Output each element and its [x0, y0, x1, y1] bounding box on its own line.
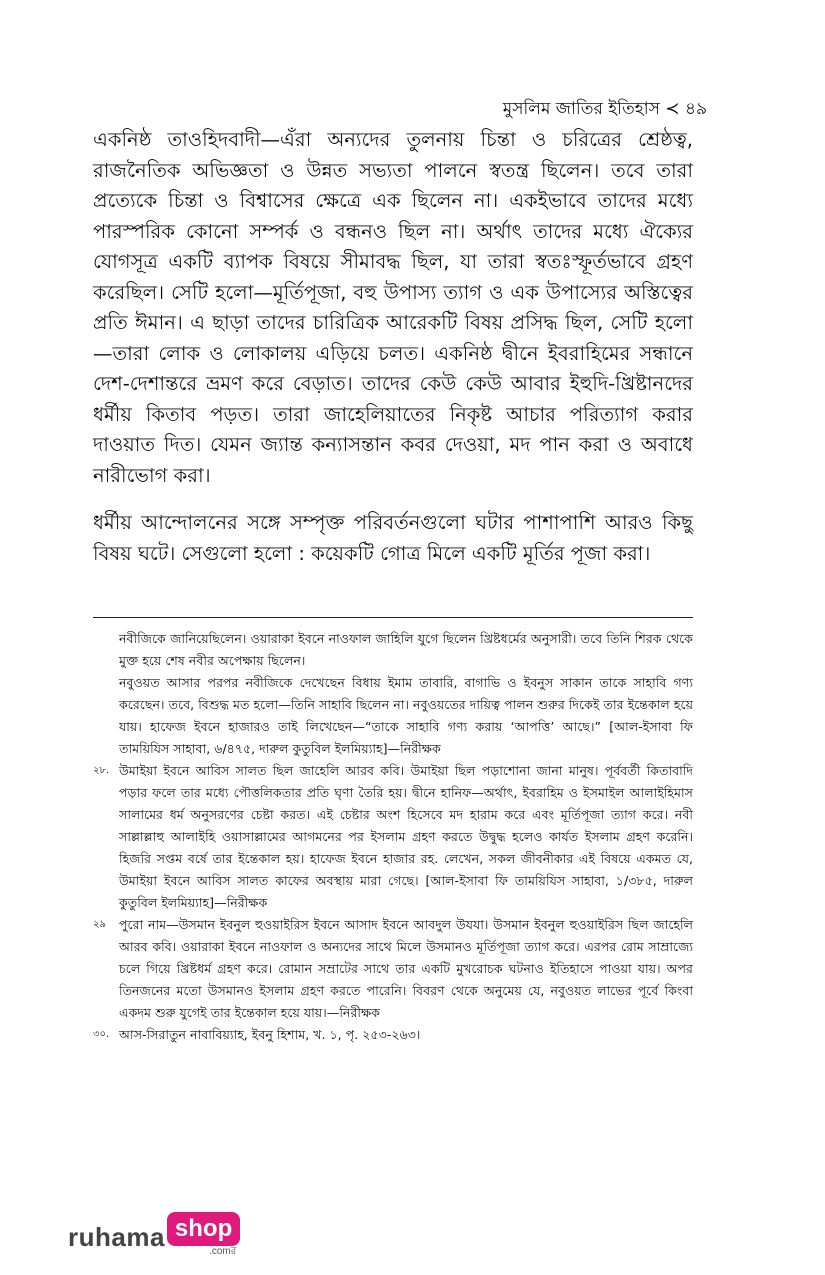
main-text: [93, 125, 693, 586]
footnote-continuation-2: নবুওয়ত আসার পরপর নবীজিকে দেখেছেন বিধায় ইমাম তাবারি, বাগাভি ও ইবনুস সাকান তাকে সাহাবি গণ্য করেছেন। তবে, বিশুদ্ধ মত হলো—তিনি সাহাবি ছিলেন না। নবুওয়তের দায়িত্ব পালন শুরুর দিকেই তার ইন্তেকাল হয়ে যায়। হাফেজ ইবনে হাজারও তাই লিখেছেন—“তাকে সাহাবি গণ্য করায় ‘আপত্তি’ আছে।” [আল-ইসাবা ফি তাময়িযিস সাহাবা, ৬/৪৭৫, দারুল কুতুবিল ইলমিয়্যাহ]—নিরীক্ষক: [119, 675, 693, 756]
footnote-continuation-1: নবীজিকে জানিয়েছিলেন। ওয়ারাকা ইবনে নাওফাল জাহিলি যুগে ছিলেন খ্রিষ্টধর্মের অনুসারী। তবে তিনি শিরক থেকে মুক্ত হয়ে শেষ নবীর অপেক্ষায় ছিলেন।: [119, 631, 693, 668]
footnote-30-text: আস-সিরাতুন নাবাবিয়্যাহ, ইবনু হিশাম, খ. ১, পৃ. ২৫৩-২৬৩।: [119, 1027, 421, 1042]
footnote-29-text: পুরো নাম—উসমান ইবনুল হুওয়াইরিস ইবনে আসাদ ইবনে আবদুল উযযা। উসমান ইবনুল হুওয়াইরিস ছিল জাহেলি আরব কবি। ওয়ারাকা ইবনে নাওফাল ও অন্যদের সাথে মিলে উসমানও মূর্তিপূজা ত্যাগ করে। এরপর রোম সাম্রাজ্যে চলে গিয়ে খ্রিষ্টধর্ম গ্রহণ করে। রোমান সম্রাটের সাথে তার একটি মুখরোচক ঘটনাও ইতিহাসে পাওয়া যায়। অপর তিনজনের মতো উসমানও ইসলাম গ্রহণ করতে পারেনি। বিবরণ থেকে অনুমেয় যে, নবুওয়ত লাভের পূর্বে কিংবা একদম শুরু যুগেই তার ইন্তেকাল হয়ে যায়।—নিরীক্ষক: [119, 917, 693, 1020]
logo-shop-text: shop: [174, 1215, 233, 1242]
logo-domain-suffix: .comর: [209, 1246, 237, 1257]
footnote-28-number: ২৮.: [93, 765, 110, 776]
footnote-28-text: উমাইয়া ইবনে আবিস সালত ছিল জাহেলি আরব কবি। উমাইয়া ছিল পড়াশোনা জানা মানুষ। পূর্ববর্তী কিতাবাদি পড়ার ফলে তার মধ্যে পৌত্তলিকতার প্রতি ঘৃণা তৈরি হয়। দ্বীনে হানিফ—অর্থাৎ, ইবরাহিম ও ইসমাইল আলাইহিমাস সালামের ধর্ম অনুসরণের চেষ্টা করত। এই চেষ্টার অংশ হিসেবে মদ হারাম করে এবং মূর্তিপূজা ত্যাগ করে। নবী সাল্লাল্লাহু আলাইহি ওয়াসাল্লামের আগমনের পর ইসলাম গ্রহণ করতে উদ্বুদ্ধ হলেও কার্যত ইসলাম গ্রহণ করেনি। হিজরি সপ্তম বর্ষে তার ইন্তেকাল হয়। হাফেজ ইবনে হাজার রহ. লেখেন, সকল জীবনীকার এই বিষয়ে একমত যে, উমাইয়া ইবনে আবিস সালত কাফের অবস্থায় মারা গেছে। [আল-ইসাবা ফি তাময়িযিস সাহাবা, ১/৩৮৫, দারুল কুতুবিল ইলমিয়্যাহ]—নিরীক্ষক: [119, 763, 693, 910]
logo-wordmark: ruhama: [68, 1222, 165, 1252]
header-title: মুসলিম জাতির ইতিহাস: [502, 99, 660, 119]
header-arrow-icon: ≺: [665, 99, 680, 119]
footnote-29-number: ২৯: [93, 919, 106, 930]
footnotes: [93, 628, 693, 1046]
paragraph-2: ধর্মীয় আন্দোলনের সঙ্গে সম্পৃক্ত পরিবর্তনগুলো ঘটার পাশাপাশি আরও কিছু বিষয় ঘটে। সেগুলো হলো : কয়েকটি গোত্র মিলে একটি মূর্তির পূজা করা।: [93, 511, 693, 565]
footnote-divider: [93, 617, 693, 618]
ruhamashop-logo: [68, 1208, 240, 1257]
page-number: ৪৯: [684, 99, 707, 119]
paragraph-1: একনিষ্ঠ তাওহিদবাদী—এঁরা অন্যদের তুলনায় চিন্তা ও চরিত্রের শ্রেষ্ঠত্ব, রাজনৈতিক অভিজ্ঞতা ও উন্নত সভ্যতা পালনে স্বতন্ত্র ছিলেন। তবে তারা প্রত্যেকে চিন্তা ও বিশ্বাসের ক্ষেত্রে এক ছিলেন না। একইভাবে তাদের মধ্যে পারস্পরিক কোনো সম্পর্ক ও বন্ধনও ছিল না। অর্থাৎ তাদের মধ্যে ঐক্যের যোগসূত্র একটি ব্যাপক বিষয়ে সীমাবদ্ধ ছিল, যা তারা স্বতঃস্ফূর্তভাবে গ্রহণ করেছিল। সেটি হলো—মূর্তিপূজা, বহু উপাস্য ত্যাগ ও এক উপাস্যের অস্তিত্বের প্রতি ঈমান। এ ছাড়া তাদের চারিত্রিক আরেকটি বিষয় প্রসিদ্ধ ছিল, সেটি হলো—তারা লোক ও লোকালয় এড়িয়ে চলত। একনিষ্ঠ দ্বীনে ইবরাহিমের সন্ধানে দেশ-দেশান্তরে ভ্রমণ করে বেড়াত। তাদের কেউ কেউ আবার ইহুদি-খ্রিষ্টানদের ধর্মীয় কিতাব পড়ত। তারা জাহেলিয়াতের নিকৃষ্ট আচার পরিত্যাগ করার দাওয়াত দিত। যেমন জ্যান্ত কন্যাসন্তান কবর দেওয়া, মদ পান করা ও অবাধে নারীভোগ করা।: [93, 128, 693, 487]
footnote-30-number: ৩০.: [93, 1029, 110, 1040]
footnote-28: [93, 760, 693, 914]
footnote-29: [93, 914, 693, 1024]
logo-shop-badge: [167, 1212, 240, 1257]
running-header: [503, 96, 707, 124]
footnote-30: [93, 1024, 693, 1046]
